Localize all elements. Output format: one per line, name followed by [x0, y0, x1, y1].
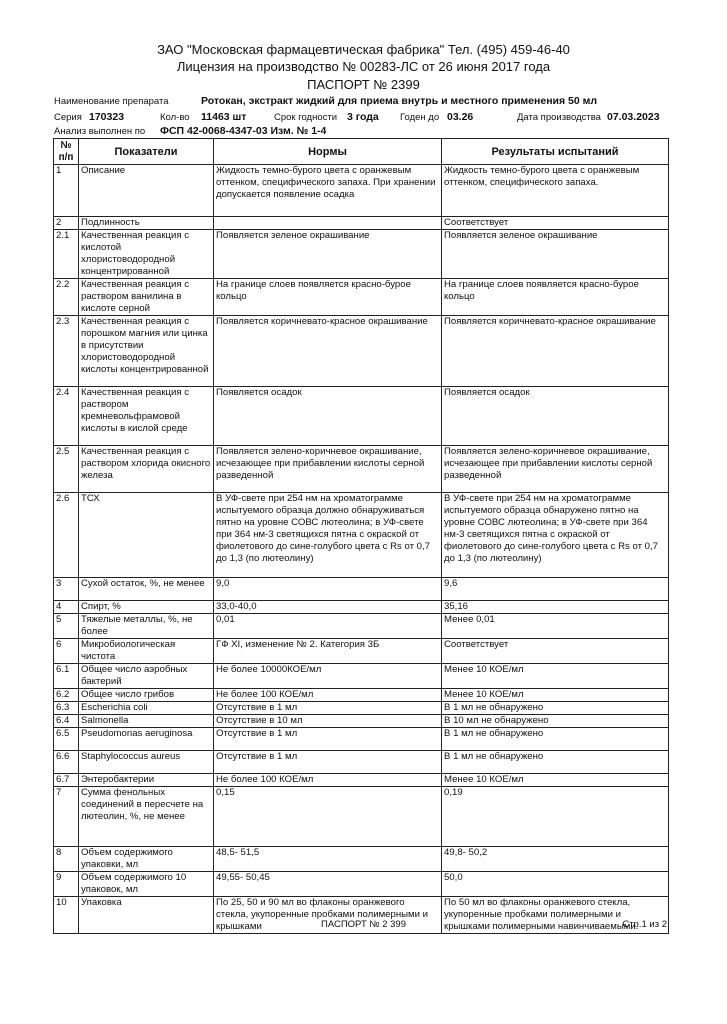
row-number: 6.2 [54, 689, 79, 702]
page-counter: Стр.1 из 2 [622, 919, 667, 930]
row-norm: 33,0-40,0 [214, 601, 442, 614]
row-number: 6.6 [54, 751, 79, 774]
row-indicator: Escherichia coli [79, 702, 214, 715]
table-row [54, 446, 669, 493]
footer-passport-number: ПАСПОРТ № 2 399 [321, 919, 406, 930]
company-line: ЗАО "Московская фармацевтическая фабрика" Тел. (495) 459-46-40 [157, 42, 570, 57]
row-indicator: Сумма фенольных соединений в пересчете на лютеолин, %, не менее [79, 787, 214, 847]
header-results: Результаты испытаний [442, 139, 669, 165]
row-norm: 0,15 [214, 787, 442, 847]
table-row [54, 165, 669, 217]
row-result: Появляется осадок [442, 387, 669, 446]
row-norm: На границе слоев появляется красно-бурое кольцо [214, 279, 442, 316]
test-results-table [53, 138, 669, 934]
valid-value: 03.26 [447, 111, 474, 123]
row-result: 9,6 [442, 578, 669, 601]
table-row [54, 387, 669, 446]
row-norm: 48,5- 51,5 [214, 847, 442, 872]
series-value: 170323 [89, 111, 125, 123]
table-row [54, 493, 669, 578]
row-norm: Не более 10000КОЕ/мл [214, 664, 442, 689]
row-number: 2.2 [54, 279, 79, 316]
row-result: Менее 10 КОЕ/мл [442, 774, 669, 787]
row-result: Соответствует [442, 639, 669, 664]
row-indicator: Подлинность [79, 217, 214, 230]
row-result: В 1 мл не обнаружено [442, 702, 669, 715]
row-number: 6.7 [54, 774, 79, 787]
row-indicator: Общее число аэробных бактерий [79, 664, 214, 689]
row-norm: 9,0 [214, 578, 442, 601]
shelf-label: Срок годности [274, 112, 338, 123]
row-norm: 0,01 [214, 614, 442, 639]
row-norm: Жидкость темно-бурого цвета с оранжевым оттенком, специфического запаха. При хранении допускается появление осадка [214, 165, 442, 217]
row-indicator: Описание [79, 165, 214, 217]
table-row [54, 715, 669, 728]
row-indicator: Объем содержимого 10 упаковок, мл [79, 872, 214, 897]
row-number: 9 [54, 872, 79, 897]
row-norm: Появляется зелено-коричневое окрашивание, исчезающее при прибавлении кислоты серной разведенной [214, 446, 442, 493]
table-header-row [54, 139, 669, 165]
series-label: Серия [54, 112, 82, 123]
row-number: 2.6 [54, 493, 79, 578]
row-result: В 1 мл не обнаружено [442, 751, 669, 774]
row-number: 6.5 [54, 728, 79, 751]
row-indicator: Упаковка [79, 897, 214, 934]
row-result: По 50 мл во флаконы оранжевого стекла, укупоренные пробками полимерными и крышками полимерными навинчиваемыми. [442, 897, 669, 934]
table-row [54, 702, 669, 715]
table-row [54, 728, 669, 751]
row-number: 2 [54, 217, 79, 230]
table-row [54, 639, 669, 664]
row-number: 8 [54, 847, 79, 872]
row-number: 2.1 [54, 230, 79, 279]
table-row [54, 847, 669, 872]
row-indicator: Спирт, % [79, 601, 214, 614]
license-line: Лицензия на производство № 00283-ЛС от 26 июня 2017 года [176, 59, 551, 74]
row-number: 4 [54, 601, 79, 614]
row-norm: 49,55- 50,45 [214, 872, 442, 897]
row-norm: Появляется коричневато-красное окрашивание [214, 316, 442, 387]
row-number: 6 [54, 639, 79, 664]
row-norm: Не более 100 КОЕ/мл [214, 774, 442, 787]
row-result: Появляется коричневато-красное окрашивание [442, 316, 669, 387]
table-row [54, 689, 669, 702]
row-number: 6.1 [54, 664, 79, 689]
row-indicator: Общее число грибов [79, 689, 214, 702]
table-row [54, 601, 669, 614]
row-number: 5 [54, 614, 79, 639]
header-indicator: Показатели [79, 139, 214, 165]
row-result: Менее 0,01 [442, 614, 669, 639]
row-result: 50,0 [442, 872, 669, 897]
row-result: В УФ-свете при 254 нм на хроматограмме испытуемого образца обнаружено пятно на уровне СОВС лютеолина; в УФ-свете при 364 нм-3 светящихся пятна с окраской от фиолетового до сине-голубого цвета с Rs от 0,7 до 1,3 (по лютеолину) [442, 493, 669, 578]
row-number: 6.4 [54, 715, 79, 728]
row-norm: Отсутствие в 10 мл [214, 715, 442, 728]
row-number: 10 [54, 897, 79, 934]
analysis-value: ФСП 42-0068-4347-03 Изм. № 1-4 [160, 125, 327, 137]
row-norm: Появляется зеленое окрашивание [214, 230, 442, 279]
row-result: 0,19 [442, 787, 669, 847]
table-row [54, 787, 669, 847]
table-row [54, 774, 669, 787]
row-indicator: Salmonella [79, 715, 214, 728]
row-indicator: Микробиологическая чистота [79, 639, 214, 664]
row-result: 49,8- 50,2 [442, 847, 669, 872]
row-norm: По 25, 50 и 90 мл во флаконы оранжевого стекла, укупоренные пробками полимерными и крышками [214, 897, 442, 934]
row-indicator: Staphylococcus aureus [79, 751, 214, 774]
table-row [54, 872, 669, 897]
row-result: 35,16 [442, 601, 669, 614]
row-result: В 10 мл не обнаружено [442, 715, 669, 728]
row-norm: Отсутствие в 1 мл [214, 702, 442, 715]
row-number: 2.3 [54, 316, 79, 387]
row-indicator: ТСХ [79, 493, 214, 578]
row-indicator: Качественная реакция с раствором хлорида окисного железа [79, 446, 214, 493]
table-row [54, 751, 669, 774]
row-norm: Отсутствие в 1 мл [214, 728, 442, 751]
table-row [54, 664, 669, 689]
date-value: 07.03.2023 [607, 111, 660, 123]
table-row [54, 578, 669, 601]
row-result: Менее 10 КОЕ/мл [442, 664, 669, 689]
row-number: 1 [54, 165, 79, 217]
table-row [54, 279, 669, 316]
qty-value: 11463 шт [201, 111, 247, 123]
row-result: Жидкость темно-бурого цвета с оранжевым оттенком, специфического запаха. [442, 165, 669, 217]
row-norm: Не более 100 КОЕ/мл [214, 689, 442, 702]
row-indicator: Энтеробактерии [79, 774, 214, 787]
row-indicator: Качественная реакция с кислотой хлористоводородной концентрированной [79, 230, 214, 279]
row-number: 7 [54, 787, 79, 847]
row-number: 2.4 [54, 387, 79, 446]
row-number: 6.3 [54, 702, 79, 715]
row-norm: ГФ XI, изменение № 2. Категория 3Б [214, 639, 442, 664]
row-indicator: Качественная реакция с порошком магния или цинка в присутствии хлористоводородной кислоты концентрированной [79, 316, 214, 387]
analysis-label: Анализ выполнен по [54, 126, 146, 137]
document-title: ПАСПОРТ № 2399 [307, 77, 420, 92]
row-number: 3 [54, 578, 79, 601]
header-num: № п/п [54, 139, 79, 165]
table-row [54, 316, 669, 387]
valid-label: Годен до [400, 112, 440, 123]
row-indicator: Качественная реакция с раствором кремневольфрамовой кислоты в кислой среде [79, 387, 214, 446]
name-value: Ротокан, экстракт жидкий для приема внутрь и местного применения 50 мл [201, 95, 598, 107]
row-norm: Появляется осадок [214, 387, 442, 446]
row-indicator: Тяжелые металлы, %, не более [79, 614, 214, 639]
table-row [54, 230, 669, 279]
table-row [54, 614, 669, 639]
shelf-value: 3 года [347, 111, 379, 123]
row-result: Появляется зелено-коричневое окрашивание, исчезающее при прибавлении кислоты серной разведенной [442, 446, 669, 493]
row-indicator: Объем содержимого упаковки, мл [79, 847, 214, 872]
row-result: Менее 10 КОЕ/мл [442, 689, 669, 702]
name-label: Наименование препарата [54, 96, 169, 107]
row-result: На границе слоев появляется красно-бурое кольцо [442, 279, 669, 316]
row-number: 2.5 [54, 446, 79, 493]
row-result: Появляется зеленое окрашивание [442, 230, 669, 279]
row-indicator: Сухой остаток, %, не менее [79, 578, 214, 601]
row-result: Соответствует [442, 217, 669, 230]
row-norm [214, 217, 442, 230]
date-label: Дата производства [517, 112, 601, 123]
row-indicator: Pseudomonas aeruginosa [79, 728, 214, 751]
header-norms: Нормы [214, 139, 442, 165]
row-indicator: Качественная реакция с раствором ванилина в кислоте серной [79, 279, 214, 316]
row-result: В 1 мл не обнаружено [442, 728, 669, 751]
table-row [54, 217, 669, 230]
row-norm: В УФ-свете при 254 нм на хроматограмме испытуемого образца должно обнаруживаться пятно на уровне СОВС лютеолина; в УФ-свете при 364 нм-3 светящихся пятна с окраской от фиолетового до сине-голубого цвета с Rs от 0,7 до 1,3 (по лютеолину) [214, 493, 442, 578]
qty-label: Кол-во [160, 112, 190, 123]
row-norm: Отсутствие в 1 мл [214, 751, 442, 774]
